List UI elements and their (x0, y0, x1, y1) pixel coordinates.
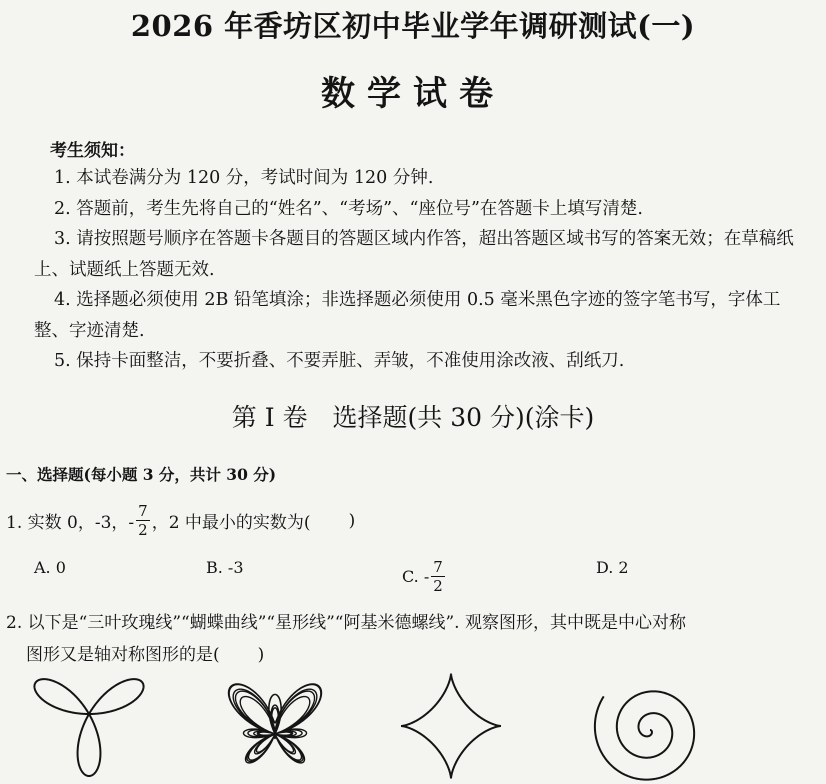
exam-subtitle: 数学试卷 (321, 74, 505, 114)
notice-item: 4. 选择题必须使用 2B 铅笔填涂；非选择题必须使用 0.5 毫米黑色字迹的签字笔书写，字体工整、字迹清楚. (34, 290, 781, 341)
notice-list (34, 163, 794, 377)
fraction-denominator: 2 (138, 521, 148, 539)
question-2 (6, 607, 796, 671)
question-2-line2: 图形又是轴对称图形的是( (26, 645, 220, 665)
archimedean-spiral-icon (580, 668, 730, 784)
butterfly-curve-icon (200, 668, 350, 784)
question-1 (6, 502, 355, 539)
notice-item: 3. 请按照题号顺序在答题卡各题目的答题区域内作答，超出答题区域书写的答案无效；在草稿纸上、试题纸上答题无效. (34, 229, 794, 280)
question-1-suffix: ，2 中最小的实数为( (151, 513, 311, 533)
notice-item: 5. 保持卡面整洁，不要折叠、不要弄脏、弄皱，不准使用涂改液、刮纸刀. (54, 351, 625, 371)
fraction-numerator: 7 (433, 558, 443, 576)
option-a: A. 0 (34, 558, 66, 577)
option-c-prefix: C. - (402, 567, 430, 586)
question-2-line1: 2. 以下是“三叶玫瑰线”“蝴蝶曲线”“星形线”“阿基米德螺线”. 观察图形，其中既是中心对称 (6, 613, 686, 633)
astroid-icon (396, 668, 506, 784)
three-leaf-rose-icon (24, 668, 154, 784)
notice-heading: 考生须知： (50, 141, 135, 161)
option-b: B. -3 (206, 558, 244, 577)
section-title: 第 I 卷 选择题(共 30 分)(涂卡) (231, 403, 595, 432)
question-2-close: ) (257, 645, 265, 665)
notice-item: 1. 本试卷满分为 120 分，考试时间为 120 分钟. (54, 168, 434, 188)
notice-item: 2. 答题前，考生先将自己的“姓名”、“考场”、“座位号”在答题卡上填写清楚. (54, 198, 643, 219)
fraction-denominator: 2 (433, 577, 443, 595)
fraction (136, 502, 150, 539)
question-2-line2-wrap (6, 639, 796, 671)
question-1-prefix: 1. 实数 0，-3，- (6, 513, 135, 533)
part-heading: 一、选择题(每小题 3 分，共计 30 分) (6, 465, 277, 484)
fraction-numerator: 7 (138, 502, 148, 520)
exam-title: 2026 年香坊区初中毕业学年调研测试(一) (130, 9, 696, 43)
option-c (402, 558, 447, 595)
option-d: D. 2 (596, 558, 629, 577)
fraction (431, 558, 445, 595)
question-1-close: ) (348, 510, 356, 531)
